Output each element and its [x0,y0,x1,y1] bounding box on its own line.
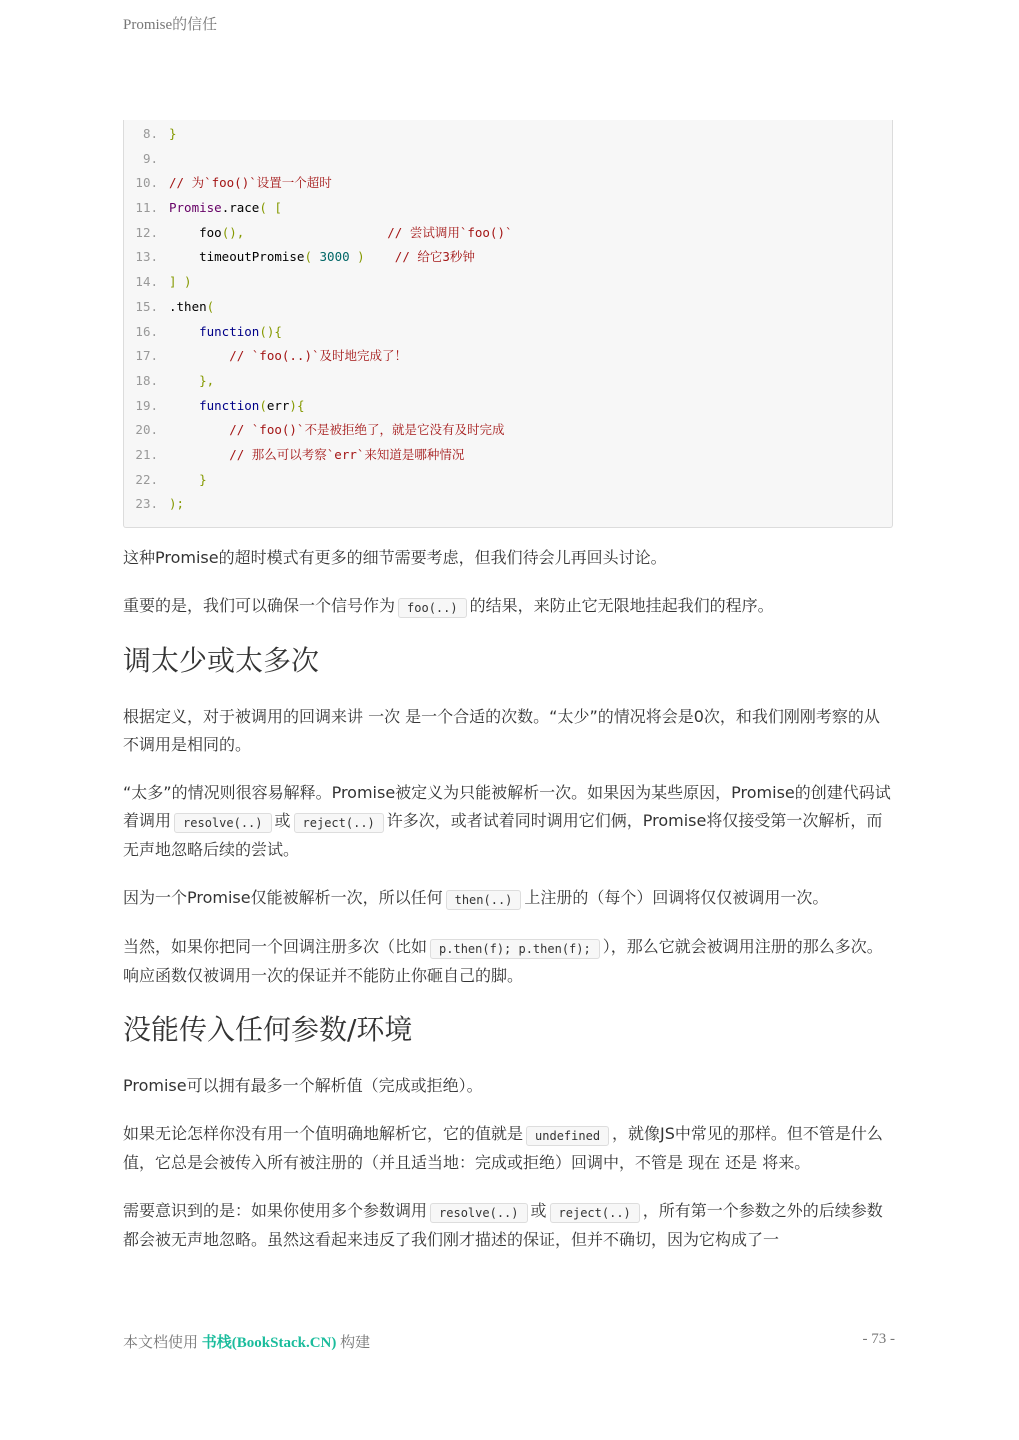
running-header: Promise的信任 [123,17,218,33]
code-line [124,221,892,246]
code-token: .race [221,200,260,216]
code-line [124,122,892,147]
line-number: 13. [135,249,158,265]
code-token: ( [304,249,320,265]
code-token: // 尝试调用`foo()` [244,224,513,240]
inline-code: resolve(..) [430,1203,527,1223]
paragraph: 当然，如果你把同一个回调注册多次（比如 p.then(f); p.then(f); ），那么它就会被调用注册的那么多次。响应函数仅被调用一次的保证并不能防止你砸自己的脚。 [123,937,883,985]
code-token: 3000 [319,249,350,265]
paragraph: 这种Promise的超时模式有更多的细节需要考虑，但我们待会儿再回头讨论。 [123,548,667,567]
code-token: ) [349,249,365,265]
inline-code: resolve(..) [174,813,271,833]
page-number: - 73 - [862,1331,895,1347]
code-token: // `foo()`不是被拒绝了，就是它没有及时完成 [169,422,505,438]
section-heading: 调太少或太多次 [123,644,320,677]
code-token: ( [ [259,200,282,216]
paragraph: Promise可以拥有最多一个解析值（完成或拒绝）。 [123,1076,483,1095]
code-line [124,270,892,295]
code-line [124,295,892,320]
line-number: 12. [135,224,158,240]
code-token: // `foo(..)`及时地完成了！ [169,348,408,364]
code-token: } [169,471,207,487]
code-token: // 那么可以考察`err`来知道是哪种情况 [169,446,465,462]
code-token: // 给它3秒钟 [364,249,475,265]
code-token: foo [169,224,222,240]
code-line [124,492,892,517]
paragraph: 根据定义，对于被调用的回调来讲 一次 是一个合适的次数。“太少”的情况将会是0次，和我们刚刚考察的从不调用是相同的。 [123,707,880,754]
code-token: function [169,397,260,413]
inline-code: then(..) [446,890,522,910]
code-line [124,245,892,270]
line-number: 16. [135,323,158,339]
code-line [124,171,892,196]
section-heading: 没能传入任何参数/环境 [123,1013,413,1046]
paragraph: “太多”的情况则很容易解释。Promise被定义为只能被解析一次。如果因为某些原因，Promise的创建代码试着调用 resolve(..) 或 reject(..) 许多次，或者试着同时调用它们俩，Promise将仅接受第一次解析，而无声地忽略后续的尝试。 [123,783,891,859]
code-token: (), [221,224,245,240]
code-token: .then [169,298,207,314]
line-number: 9. [142,150,158,166]
paragraph: 因为一个Promise仅能被解析一次，所以任何 then(..) 上注册的（每个）回调将仅仅被调用一次。 [123,884,895,913]
code-token: timeoutPromise [169,249,305,265]
inline-code: undefined [526,1126,609,1146]
line-number: 8. [142,126,158,141]
line-number: 15. [135,298,158,314]
code-line [124,394,892,419]
code-block [123,120,893,528]
code-token: ] ) [169,274,192,290]
code-token: }, [169,372,215,388]
line-number: 21. [135,446,158,462]
code-token: ( [206,298,215,314]
inline-code: p.then(f); p.then(f); [430,939,600,959]
line-number: 20. [135,422,158,438]
inline-code: foo(..) [398,598,467,618]
code-token: ){ [289,397,305,413]
paragraph: 需要意识到的是：如果你使用多个参数调用 resolve(..) 或 reject(..) ，所有第一个参数之外的后续参数都会被无声地忽略。虽然这看起来违反了我们刚才描述的保证，但并不确切，因为它构成了一 [123,1201,883,1249]
code-token: ( [259,397,267,413]
line-number: 23. [135,496,158,512]
code-token: function [169,323,260,339]
main-content [123,544,895,1274]
code-line [124,344,892,369]
code-token: Promise [169,200,222,216]
code-line [124,147,892,172]
line-number: 10. [135,175,158,191]
bookstack-link[interactable]: 书栈(BookStack.CN) [201,1335,337,1351]
line-number: 18. [135,372,158,388]
line-number: 22. [135,471,158,487]
line-number: 14. [135,274,158,290]
paragraph: 重要的是，我们可以确保一个信号作为 foo(..) 的结果，来防止它无限地挂起我们的程序。 [123,592,895,621]
footer-credit: 本文档使用 书栈(BookStack.CN) 构建 [123,1335,371,1351]
paragraph: 如果无论怎样你没有用一个值明确地解析它，它的值就是 undefined ，就像JS中常见的那样。但不管是什么值，它总是会被传入所有被注册的（并且适当地：完成或拒绝）回调中，不管是 现在 还是 将来。 [123,1124,883,1172]
line-number: 17. [135,348,158,364]
code-token: err [266,397,290,413]
line-number: 19. [135,397,158,413]
code-token: ); [169,496,185,512]
line-number: 11. [135,200,158,216]
code-line [124,369,892,394]
inline-code: reject(..) [294,813,384,833]
code-token: } [169,126,177,141]
code-line [124,468,892,493]
code-line [124,443,892,468]
code-line [124,418,892,443]
code-token: (){ [259,323,282,339]
inline-code: reject(..) [550,1203,640,1223]
code-line [124,196,892,221]
code-line [124,320,892,345]
code-token: // 为`foo()`设置一个超时 [169,175,332,191]
